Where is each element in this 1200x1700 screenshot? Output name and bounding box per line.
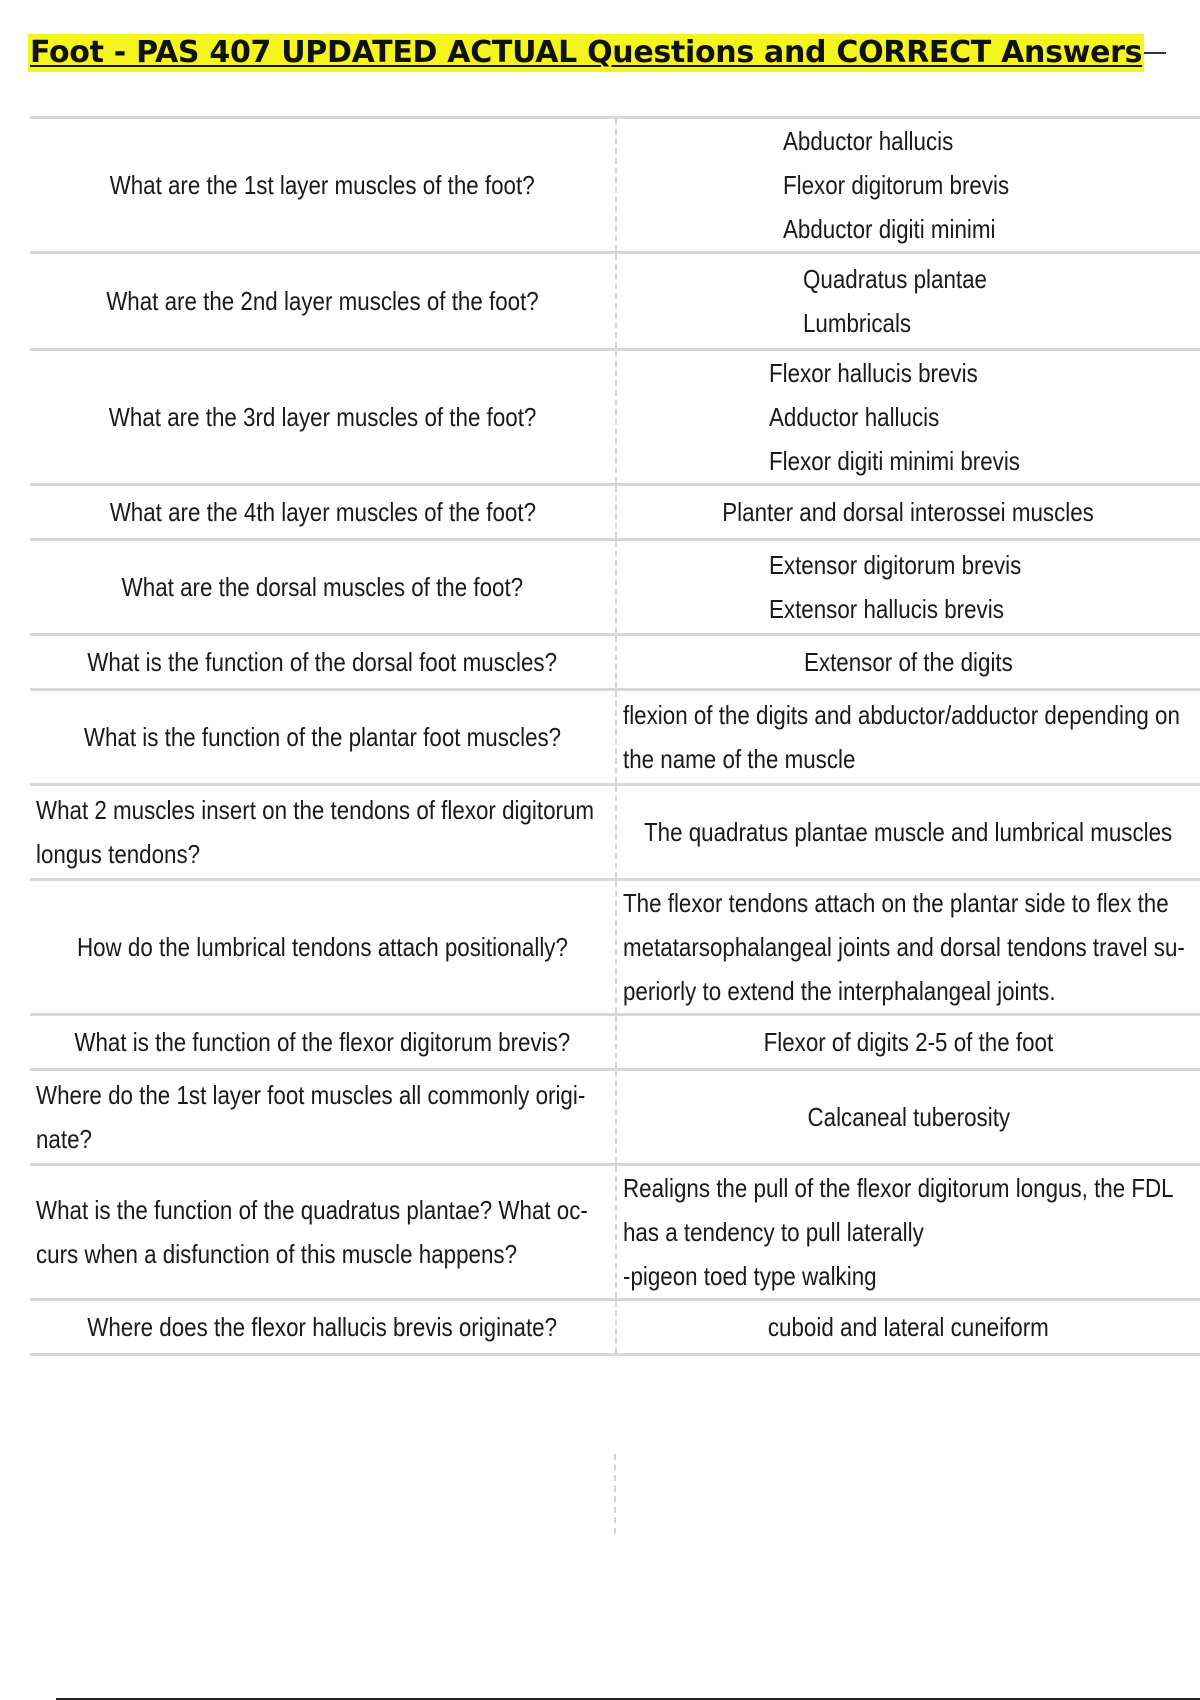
answer-text: Extensor hallucis brevis bbox=[769, 594, 1004, 624]
answer-text: Extensor digitorum brevis bbox=[769, 550, 1022, 580]
table-row bbox=[30, 633, 1200, 688]
answer-cell bbox=[615, 881, 1200, 1013]
answer-lines bbox=[623, 543, 1062, 631]
question-text: How do the lumbrical tendons attach positionally? bbox=[77, 932, 568, 962]
question-cell bbox=[30, 1016, 615, 1068]
answer-cell bbox=[615, 1166, 1200, 1298]
qa-table bbox=[30, 116, 1200, 1356]
question-text: nate? bbox=[36, 1124, 92, 1154]
answer-lines bbox=[787, 640, 1030, 684]
question-cell bbox=[30, 1166, 615, 1298]
table-tail bbox=[30, 1454, 1200, 1534]
answer-cell bbox=[615, 351, 1200, 483]
answer-text: Abductor digiti minimi bbox=[783, 214, 996, 244]
question-text: What are the 3rd layer muscles of the foot? bbox=[108, 402, 537, 432]
table-row bbox=[30, 1013, 1200, 1068]
question-text: What is the function of the plantar foot muscles? bbox=[83, 722, 562, 752]
question-lines bbox=[36, 788, 685, 876]
answer-text: Lumbricals bbox=[803, 308, 912, 338]
question-text: What are the dorsal muscles of the foot? bbox=[121, 572, 524, 602]
answer-text: Realigns the pull of the flexor digitorum longus, the FDL bbox=[623, 1173, 1174, 1203]
document-title: Foot - PAS 407 UPDATED ACTUAL Questions and CORRECT Answers bbox=[30, 35, 1143, 70]
answer-cell bbox=[615, 541, 1200, 633]
answer-text: Flexor digitorum brevis bbox=[783, 170, 1010, 200]
answer-lines bbox=[791, 1095, 1027, 1139]
question-text: What is the function of the flexor digitorum brevis? bbox=[74, 1027, 571, 1057]
answer-text: Extensor of the digits bbox=[804, 647, 1013, 677]
table-row bbox=[30, 1068, 1200, 1163]
answer-text: Adductor hallucis bbox=[769, 402, 940, 432]
question-lines bbox=[75, 490, 571, 534]
table-row bbox=[30, 688, 1200, 783]
question-lines bbox=[36, 1188, 678, 1276]
answer-cell bbox=[615, 691, 1200, 783]
question-text: What 2 muscles insert on the tendons of flexor digitorum bbox=[36, 795, 595, 825]
answer-text: Planter and dorsal interossei muscles bbox=[722, 497, 1095, 527]
answer-lines bbox=[740, 1020, 1077, 1064]
table-row bbox=[30, 1298, 1200, 1356]
table-row bbox=[30, 783, 1200, 878]
table-row bbox=[30, 116, 1200, 251]
answer-text: periorly to extend the interphalangeal joints. bbox=[623, 976, 1056, 1006]
answer-lines bbox=[623, 1166, 1200, 1298]
answer-text: Flexor of digits 2-5 of the foot bbox=[763, 1027, 1054, 1057]
question-cell bbox=[30, 351, 615, 483]
title-dash bbox=[1144, 52, 1166, 54]
answer-cell bbox=[615, 636, 1200, 688]
answer-cell bbox=[615, 1071, 1200, 1163]
question-text: curs when a disfunction of this muscle happens? bbox=[36, 1239, 518, 1269]
question-cell bbox=[30, 1071, 615, 1163]
column-divider bbox=[614, 1454, 616, 1534]
question-text: What are the 4th layer muscles of the foot? bbox=[109, 497, 536, 527]
answer-cell bbox=[615, 486, 1200, 538]
question-lines bbox=[49, 1305, 595, 1349]
answer-text: Quadratus plantae bbox=[803, 264, 987, 294]
question-text: What is the function of the quadratus plantae? What oc- bbox=[36, 1195, 588, 1225]
answer-lines bbox=[692, 490, 1124, 534]
answer-cell bbox=[615, 786, 1200, 878]
answer-text: -pigeon toed type walking bbox=[623, 1261, 877, 1291]
question-cell bbox=[30, 691, 615, 783]
question-lines bbox=[37, 925, 608, 969]
answer-text: has a tendency to pull laterally bbox=[623, 1217, 924, 1247]
question-text: What is the function of the dorsal foot muscles? bbox=[87, 647, 558, 677]
answer-lines bbox=[623, 257, 1017, 345]
question-cell bbox=[30, 786, 615, 878]
question-cell bbox=[30, 119, 615, 251]
answer-text: The flexor tendons attach on the plantar side to flex the bbox=[623, 888, 1169, 918]
question-lines bbox=[49, 640, 595, 684]
answer-lines bbox=[623, 351, 1061, 483]
answer-text: Flexor digiti minimi brevis bbox=[769, 446, 1020, 476]
answer-cell bbox=[615, 119, 1200, 251]
answer-cell bbox=[615, 1301, 1200, 1353]
answer-lines bbox=[745, 1305, 1072, 1349]
table-row bbox=[30, 483, 1200, 538]
question-lines bbox=[36, 1073, 675, 1161]
answer-text: Calcaneal tuberosity bbox=[807, 1102, 1010, 1132]
question-lines bbox=[75, 163, 569, 207]
question-lines bbox=[34, 1020, 611, 1064]
question-cell bbox=[30, 1301, 615, 1353]
answer-cell bbox=[615, 254, 1200, 348]
question-lines bbox=[71, 279, 574, 323]
table-row bbox=[30, 251, 1200, 348]
answer-lines bbox=[623, 881, 1200, 1013]
answer-text: The quadratus plantae muscle and lumbrical muscles bbox=[644, 817, 1173, 847]
answer-lines bbox=[601, 810, 1200, 854]
table-row bbox=[30, 1163, 1200, 1298]
table-row bbox=[30, 878, 1200, 1013]
answer-cell bbox=[615, 1016, 1200, 1068]
answer-text: Flexor hallucis brevis bbox=[769, 358, 978, 388]
question-lines bbox=[89, 565, 556, 609]
question-lines bbox=[74, 395, 571, 439]
question-cell bbox=[30, 881, 615, 1013]
question-text: Where does the flexor hallucis brevis originate? bbox=[87, 1312, 558, 1342]
question-cell bbox=[30, 636, 615, 688]
answer-lines bbox=[623, 693, 1200, 781]
table-row bbox=[30, 348, 1200, 483]
question-cell bbox=[30, 541, 615, 633]
question-cell bbox=[30, 486, 615, 538]
question-text: Where do the 1st layer foot muscles all commonly origi- bbox=[36, 1080, 586, 1110]
question-cell bbox=[30, 254, 615, 348]
answer-text: flexion of the digits and abductor/adductor depending on bbox=[623, 700, 1180, 730]
question-lines bbox=[45, 715, 600, 759]
answer-text: metatarsophalangeal joints and dorsal tendons travel su- bbox=[623, 932, 1185, 962]
answer-lines bbox=[623, 119, 1046, 251]
answer-text: cuboid and lateral cuneiform bbox=[768, 1312, 1049, 1342]
question-text: What are the 2nd layer muscles of the foot? bbox=[106, 286, 539, 316]
answer-text: the name of the muscle bbox=[623, 744, 856, 774]
question-text: What are the 1st layer muscles of the foot? bbox=[109, 170, 536, 200]
table-row bbox=[30, 538, 1200, 633]
title-wrap bbox=[28, 34, 1166, 72]
question-text: longus tendons? bbox=[36, 839, 201, 869]
answer-text: Abductor hallucis bbox=[783, 126, 954, 156]
